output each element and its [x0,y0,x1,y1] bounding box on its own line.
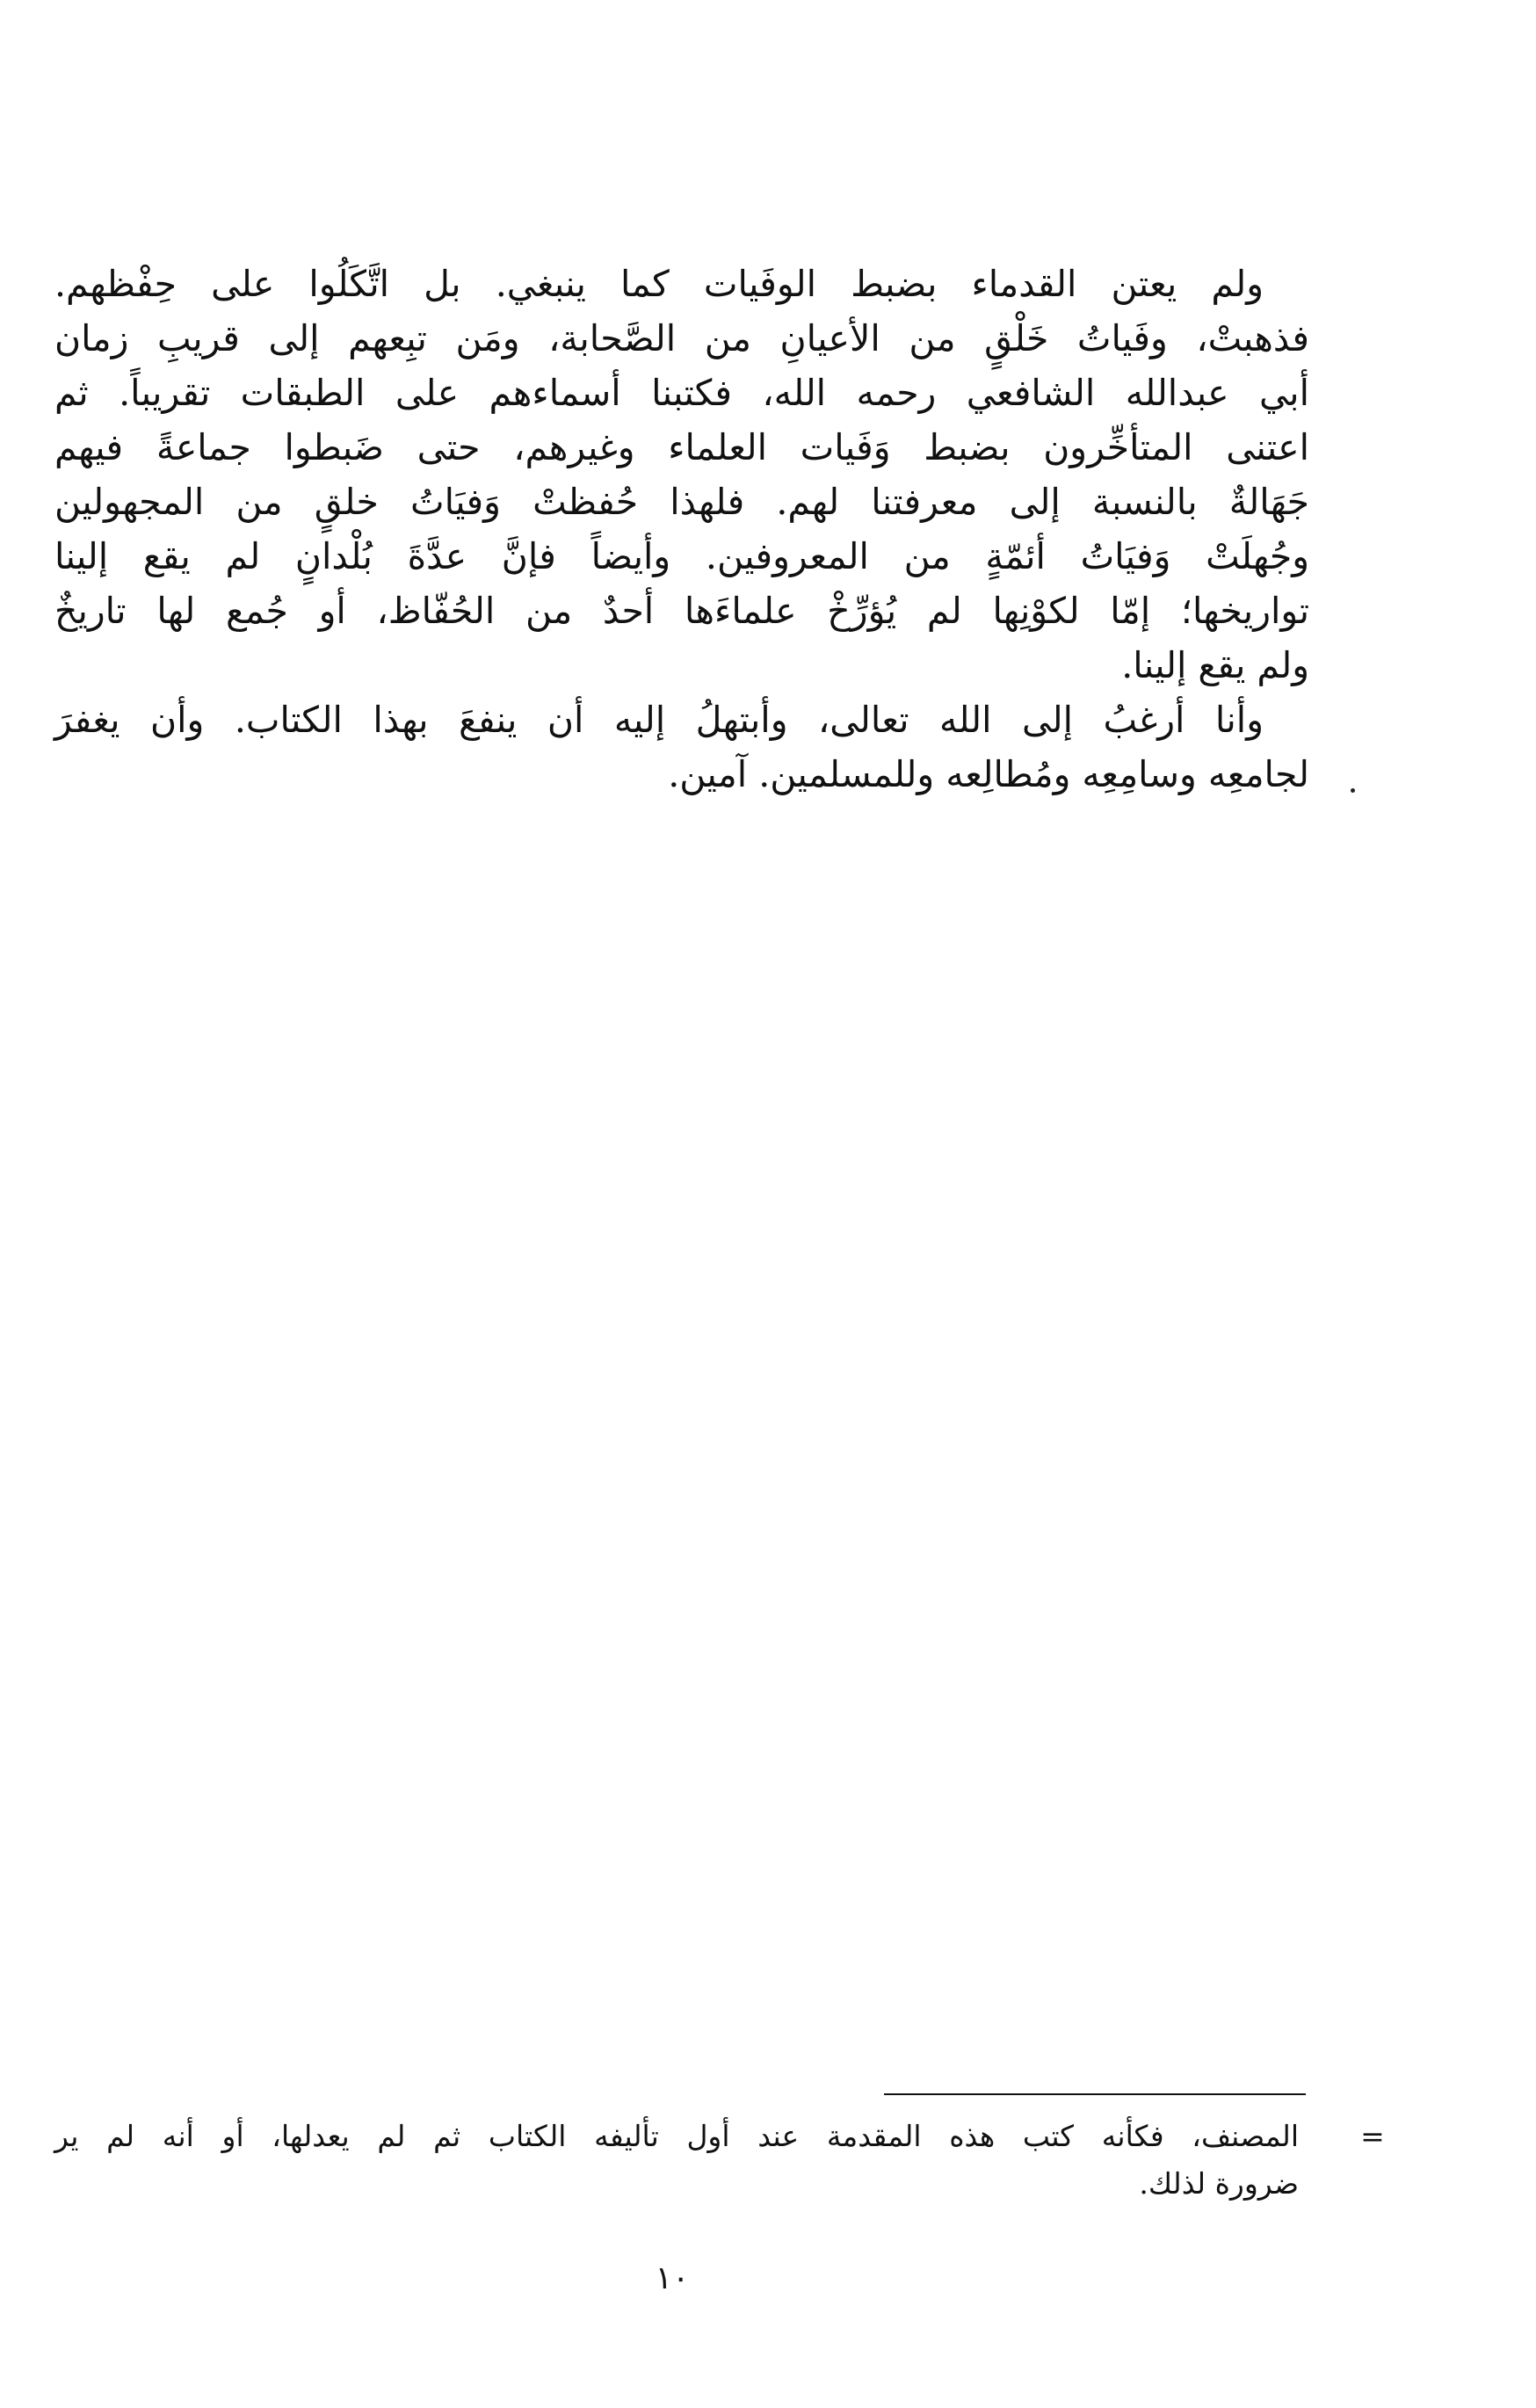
footnote-continuation-marker: = [1360,2119,1385,2153]
footnote-body [54,2113,1299,2208]
footnote-separator [884,2093,1306,2095]
footnote [54,2113,1390,2208]
paragraph-1-line-6: وجُهلَتْ وَفيَاتُ أئمّةٍ من المعروفين. وأيضاً فإنَّ عدَّةَ بُلْدانٍ لم يقع إلينا [54,535,1309,577]
scan-speck [1351,788,1355,793]
page-number: ١٠ [655,2260,690,2296]
paragraph-1-line-3: أبي عبدالله الشافعي رحمه الله، فكتبنا أسماءهم على الطبقات تقريباً. ثم [54,372,1309,414]
paragraph-1-line-4: اعتنى المتأخِّرون بضبط وَفَيات العلماء وغيرهم، حتى ضَبطوا جماعةً فيهم [54,426,1309,468]
paragraph-1-line-1: ولم يعتن القدماء بضبط الوفَيات كما ينبغي. بل اتَّكَلُوا على حِفْظهم. [54,263,1264,305]
main-text-block [54,257,1309,801]
paragraph-1-line-2: فذهبتْ، وفَياتُ خَلْقٍ من الأعيانِ من الصَّحابة، ومَن تبِعهم إلى قريبِ زمان [54,317,1309,359]
paragraph-1-line-7: تواريخها؛ إمّا لكوْنِها لم يُؤرِّخْ علماءَها أحدٌ من الحُفّاظ، أو جُمع لها تاريخٌ [54,590,1309,632]
paragraph-2-line-2: لجامعِه وسامِعِه ومُطالِعه وللمسلمين. آمين. [668,753,1309,795]
footnote-line-1: المصنف، فكأنه كتب هذه المقدمة عند أول تأليفه الكتاب ثم لم يعدلها، أو أنه لم ير [54,2119,1299,2153]
paragraph-1-line-8: ولم يقع إلينا. [1121,644,1309,686]
paragraph-1-line-5: جَهَالةٌ بالنسبة إلى معرفتنا لهم. فلهذا حُفظتْ وَفيَاتُ خلقٍ من المجهولين [54,481,1309,523]
footnote-line-2: ضرورة لذلك. [1139,2166,1299,2201]
paragraph-2-line-1: وأنا أرغبُ إلى الله تعالى، وأبتهلُ إليه أن ينفعَ بهذا الكتاب. وأن يغفرَ [54,699,1264,741]
